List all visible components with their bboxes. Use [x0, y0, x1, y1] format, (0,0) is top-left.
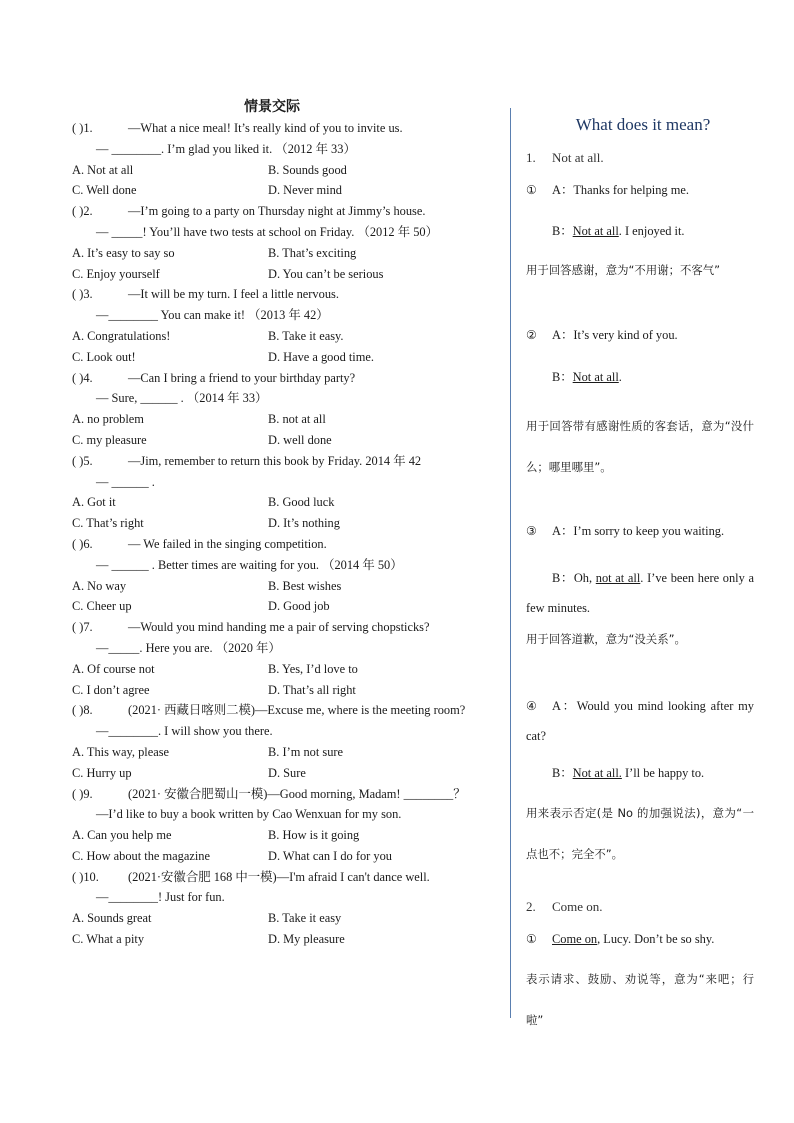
example-4-b: B：Not at all. I’ll be happy to. [552, 766, 705, 780]
options-row [72, 596, 472, 617]
question-stem [72, 284, 472, 305]
option: D. It’s nothing [268, 516, 340, 531]
option: D. Sure [268, 765, 306, 780]
options-row [72, 513, 472, 534]
option: C. Well done [72, 183, 137, 198]
option: B. That’s exciting [268, 245, 357, 260]
example-3-a: ③ A：I’m sorry to keep you waiting. [526, 524, 725, 538]
options-row [72, 576, 472, 597]
question-7 [72, 617, 472, 700]
answer-blank-line: —________ You can make it! （2013 年 42） [96, 308, 329, 323]
options-row [72, 347, 472, 368]
question-2 [72, 201, 472, 284]
answer-blank-line: — ______ . Better times are waiting for you. （2014 年 50） [96, 557, 403, 572]
option: D. Have a good time. [268, 349, 374, 364]
example-3-note: 用于回答道歉，意为“没关系”。 [526, 632, 686, 646]
example-2-b: B：Not at all. [552, 370, 622, 384]
section-heading-not-at-all: 1. Not at all. [526, 150, 604, 165]
options-row [72, 825, 472, 846]
example-2-a: ② A：It’s very kind of you. [526, 328, 678, 342]
example-4-a: ④ A：Would you mind looking after my cat? [526, 699, 754, 743]
option: D. Good job [268, 599, 330, 614]
question-stem [72, 867, 472, 888]
question-8 [72, 700, 472, 783]
option: A. Congratulations! [72, 328, 171, 343]
question-stem [72, 451, 472, 472]
question-number: ( )1. [72, 121, 93, 135]
option: C. How about the magazine [72, 848, 210, 863]
question-10 [72, 867, 472, 950]
example-1-note: 用于回答感谢，意为“不用谢；不客气” [526, 263, 721, 277]
answer-blank-line: —_____. Here you are. （2020 年） [96, 640, 281, 655]
example-3-b: B：Oh, not at all. I’ve been here only a few minutes. [526, 571, 754, 615]
question-number: ( )7. [72, 620, 93, 635]
question-text: (2021·安徽合肥 168 中一模)—I'm afraid I can't dance well. [128, 869, 430, 884]
question-number: ( )10. [72, 869, 99, 884]
question-4 [72, 368, 472, 451]
option: D. well done [268, 432, 332, 447]
options-row [72, 409, 472, 430]
option: A. Sounds great [72, 911, 152, 926]
question-stem [72, 534, 472, 555]
option: A. No way [72, 578, 127, 593]
question-number: ( )6. [72, 536, 93, 551]
option: C. Cheer up [72, 599, 132, 614]
answer-blank-line: — ________. I’m glad you liked it. （2012 年 33） [96, 141, 356, 156]
option: B. Take it easy [268, 911, 342, 926]
question-text: — We failed in the singing competition. [128, 536, 327, 551]
option: C. Look out! [72, 349, 136, 364]
options-row [72, 680, 472, 701]
options-row [72, 180, 472, 201]
answer-blank-line: — ______ . [96, 474, 155, 489]
question-text: —Can I bring a friend to your birthday party? [128, 370, 356, 385]
option: B. I’m not sure [268, 744, 344, 759]
question-6 [72, 534, 472, 617]
example-5-note: 表示请求、鼓励、劝说等，意为“来吧；行啦” [526, 972, 754, 1027]
option: D. You can’t be serious [268, 266, 384, 281]
answer-blank-line: —I’d like to buy a book written by Cao Wenxuan for my son. [96, 807, 402, 822]
options-row [72, 264, 472, 285]
option: B. Yes, I’d love to [268, 661, 358, 676]
exercise-column [72, 96, 472, 950]
question-stem [72, 700, 472, 721]
explanation-column [526, 112, 754, 1041]
option: D. That’s all right [268, 682, 356, 697]
options-row [72, 908, 472, 929]
option: A. Not at all [72, 162, 134, 177]
question-number: ( )2. [72, 204, 93, 219]
options-row [72, 659, 472, 680]
question-stem [72, 617, 472, 638]
option: B. How is it going [268, 828, 360, 843]
option: B. Good luck [268, 495, 335, 510]
example-4-note: 用来表示否定(是 No 的加强说法)，意为“一点也不；完全不”。 [526, 806, 754, 861]
question-9 [72, 784, 472, 867]
column-divider [510, 108, 511, 1018]
answer-blank-line: — _____! You’ll have two tests at school on Friday. （2012 年 50） [96, 224, 438, 239]
example-1-b: B：Not at all. I enjoyed it. [552, 224, 685, 238]
option: B. not at all [268, 412, 326, 427]
answer-blank-line: — Sure, ______ . （2014 年 33） [96, 391, 268, 406]
option: A. Got it [72, 495, 116, 510]
question-stem [72, 118, 472, 139]
option: A. Of course not [72, 661, 155, 676]
options-row [72, 430, 472, 451]
options-row [72, 846, 472, 867]
question-number: ( )8. [72, 703, 93, 718]
option: B. Take it easy. [268, 328, 344, 343]
exercise-title: 情景交际 [244, 99, 300, 115]
question-stem [72, 368, 472, 389]
example-5: ① Come on, Lucy. Don’t be so shy. [526, 932, 715, 946]
option: D. Never mind [268, 183, 342, 198]
explanation-title: What does it mean? [575, 115, 711, 134]
option: C. Enjoy yourself [72, 266, 160, 281]
question-number: ( )5. [72, 453, 93, 468]
options-row [72, 929, 472, 950]
question-number: ( )3. [72, 287, 93, 302]
options-row [72, 492, 472, 513]
question-text: (2021· 西藏日喀则二模)—Excuse me, where is the meeting room? [128, 703, 466, 718]
options-row [72, 243, 472, 264]
example-2-note: 用于回答带有感谢性质的客套话，意为“没什么；哪里哪里”。 [526, 419, 754, 474]
question-text: —What a nice meal! It’s really kind of you to invite us. [128, 121, 403, 135]
option: D. What can I do for you [268, 848, 392, 863]
option: C. Hurry up [72, 765, 132, 780]
answer-blank-line: —________. I will show you there. [96, 724, 273, 739]
option: C. my pleasure [72, 432, 147, 447]
option: C. What a pity [72, 932, 145, 947]
option: C. That’s right [72, 516, 144, 531]
question-text: —It will be my turn. I feel a little nervous. [128, 287, 339, 302]
question-stem [72, 201, 472, 222]
section-heading-come-on: 2. Come on. [526, 899, 603, 914]
question-number: ( )4. [72, 370, 93, 385]
answer-blank-line: —________! Just for fun. [96, 890, 225, 905]
question-text: (2021· 安徽合肥蜀山一模)—Good morning, Madam! ________？ [128, 786, 466, 801]
option: A. no problem [72, 412, 144, 427]
option: A. This way, please [72, 744, 170, 759]
options-row [72, 326, 472, 347]
question-text: —Jim, remember to return this book by Friday. 2014 年 42 [128, 453, 422, 468]
option: A. Can you help me [72, 828, 172, 843]
options-row [72, 742, 472, 763]
option: B. Sounds good [268, 162, 347, 177]
question-3 [72, 284, 472, 367]
options-row [72, 763, 472, 784]
question-1 [72, 118, 472, 201]
question-5 [72, 451, 472, 534]
option: C. I don’t agree [72, 682, 150, 697]
question-text: —I’m going to a party on Thursday night at Jimmy’s house. [128, 204, 426, 219]
question-number: ( )9. [72, 786, 93, 801]
question-stem [72, 784, 472, 805]
options-row [72, 160, 472, 181]
example-1-a: ① A：Thanks for helping me. [526, 183, 689, 197]
option: A. It’s easy to say so [72, 245, 175, 260]
option: B. Best wishes [268, 578, 342, 593]
question-text: —Would you mind handing me a pair of serving chopsticks? [128, 620, 430, 635]
option: D. My pleasure [268, 932, 345, 947]
